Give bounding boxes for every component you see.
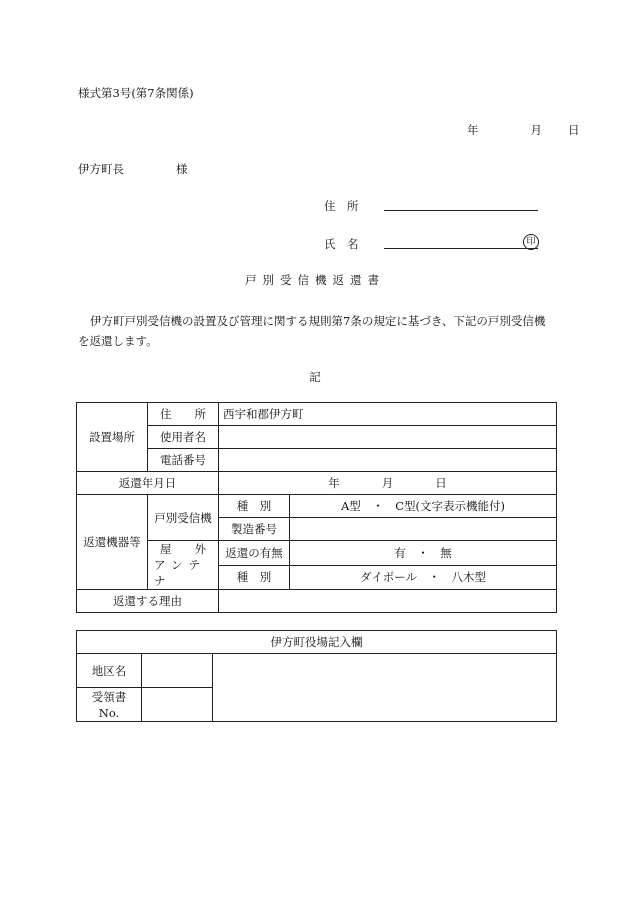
receiver-type-label: 種 別 [219,495,290,518]
receipt-no-label: No. [98,705,120,720]
return-date-field[interactable] [219,472,557,495]
return-reason-field[interactable] [219,590,557,613]
receiver-label: 戸別受信機 [148,495,219,541]
ki-heading: 記 [309,370,321,384]
return-date-year: 年 [328,476,340,490]
document-title: 戸別受信機返還書 [245,273,385,287]
phone-label: 電話番号 [148,449,219,472]
receipt-number-field[interactable] [142,688,213,722]
antenna-return-label: 返還の有無 [219,541,290,566]
phone-field[interactable] [219,449,557,472]
addressee-name: 伊方町長 [78,162,124,176]
install-location-label: 設置場所 [77,403,148,472]
return-details-table [76,402,557,613]
date-month: 月 [530,123,542,137]
antenna-text: アンテナ [154,558,207,588]
return-reason-label: 返還する理由 [77,590,219,613]
serial-number-label: 製造番号 [219,518,290,541]
date-year: 年 [467,123,479,137]
addressee [78,161,188,177]
body-text: 伊方町戸別受信機の設置及び管理に関する規則第7条の規定に基づき、下記の戸別受信機を返還します。 [78,314,546,348]
applicant-name-field[interactable] [384,248,538,249]
user-name-label: 使用者名 [148,426,219,449]
antenna-type-label: 種 別 [219,565,290,590]
address-value[interactable]: 西宇和郡伊方町 [219,403,557,426]
date-day: 日 [568,123,580,137]
applicant-address-field[interactable] [384,210,538,211]
outdoor-char-1: 屋 [160,542,172,556]
return-date-month: 月 [381,476,394,490]
return-date-day: 日 [435,476,447,490]
district-field[interactable] [142,654,213,688]
return-date-label: 返還年月日 [77,472,219,495]
submission-date [467,122,580,138]
applicant-name-row [324,236,374,252]
addressee-honorific: 様 [176,162,188,176]
district-label: 地区名 [77,654,142,688]
antenna-return-options[interactable]: 有 ・ 無 [290,541,557,566]
office-notes-field[interactable] [213,654,557,722]
antenna-type-options[interactable]: ダイポール ・ 八木型 [290,565,557,590]
outdoor-antenna-label [148,541,219,590]
user-name-field[interactable] [219,426,557,449]
applicant-address-label: 住 所 [324,199,359,213]
receiver-type-options[interactable]: A型 ・ C型(文字表示機能付) [290,495,557,518]
office-use-table [76,630,557,722]
seal-mark: 印 [523,234,539,250]
receipt-label: 受領書 [91,689,127,704]
receipt-number-label [77,688,142,722]
office-use-title: 伊方町役場記入欄 [77,631,557,654]
outdoor-char-2: 外 [194,542,206,556]
applicant-address-row [324,198,374,214]
serial-number-field[interactable] [290,518,557,541]
return-equipment-label: 返還機器等 [77,495,148,590]
applicant-name-label: 氏 名 [324,237,359,251]
form-number: 様式第3号(第7条関係) [78,86,194,100]
address-label: 住 所 [148,403,219,426]
